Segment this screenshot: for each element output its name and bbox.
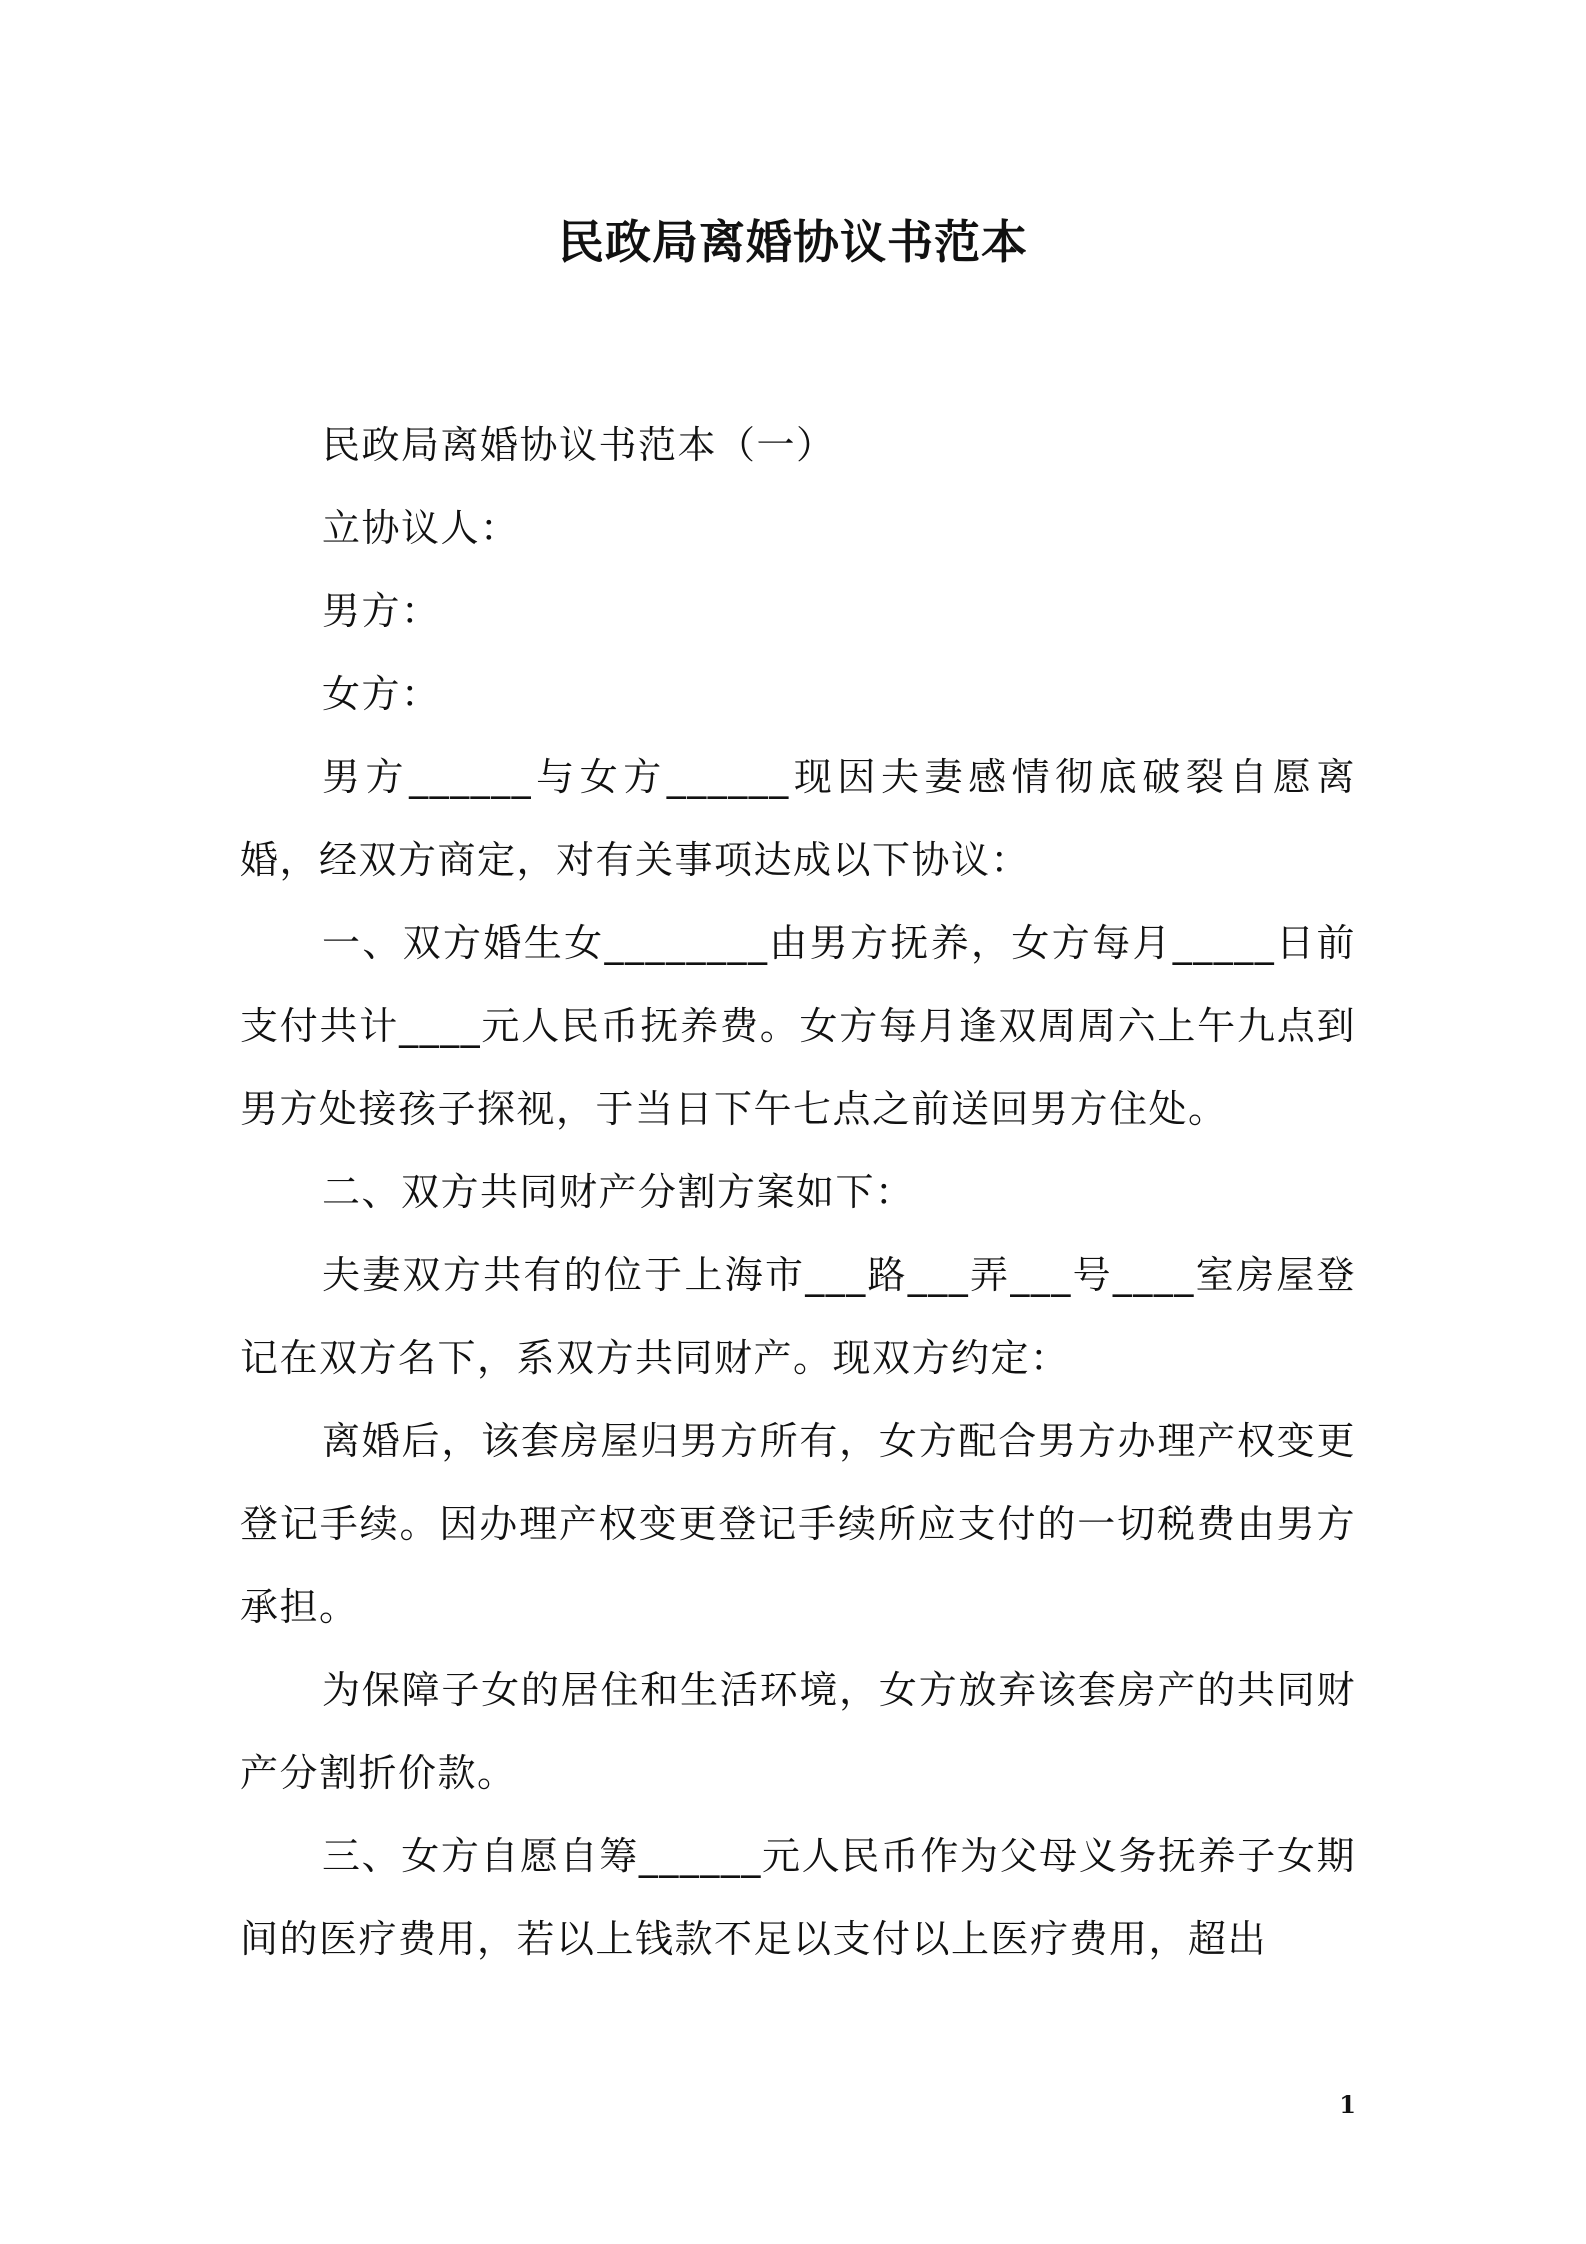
paragraph-property-waiver: 为保障子女的居住和生活环境，女方放弃该套房产的共同财产分割折价款。: [240, 1668, 1356, 1795]
paragraph-parties-label: 立协议人：: [322, 506, 520, 550]
document-title: 民政局离婚协议书范本: [558, 215, 1028, 269]
document-body: [240, 404, 1356, 1981]
paragraph-property-transfer: 离婚后，该套房屋归男方所有，女方配合男方办理产权变更登记手续。因办理产权变更登记手续所应支付的一切税费由男方承担。: [240, 1419, 1356, 1629]
paragraph-clause-3: 三、女方自愿自筹______元人民币作为父母义务抚养子女期间的医疗费用，若以上钱款不足以支付以上医疗费用，超出: [240, 1834, 1356, 1961]
paragraph-property: 夫妻双方共有的位于上海市___路___弄___号____室房屋登记在双方名下，系双方共同财产。现双方约定：: [240, 1253, 1356, 1380]
paragraph-female-party: 女方：: [322, 672, 441, 716]
paragraph-clause-1: 一、双方婚生女________由男方抚养，女方每月_____日前支付共计____元人民币抚养费。女方每月逢双周周六上午九点到男方处接孩子探视，于当日下午七点之前送回男方住处。: [240, 921, 1356, 1131]
paragraph-male-party: 男方：: [322, 589, 441, 633]
page-number: 1: [1339, 2090, 1356, 2119]
paragraph-subtitle: 民政局离婚协议书范本（一）: [322, 423, 836, 467]
paragraph-intro: 男方______与女方______现因夫妻感情彻底破裂自愿离婚，经双方商定，对有关事项达成以下协议：: [240, 755, 1356, 882]
paragraph-clause-2-heading: 二、双方共同财产分割方案如下：: [322, 1170, 915, 1214]
